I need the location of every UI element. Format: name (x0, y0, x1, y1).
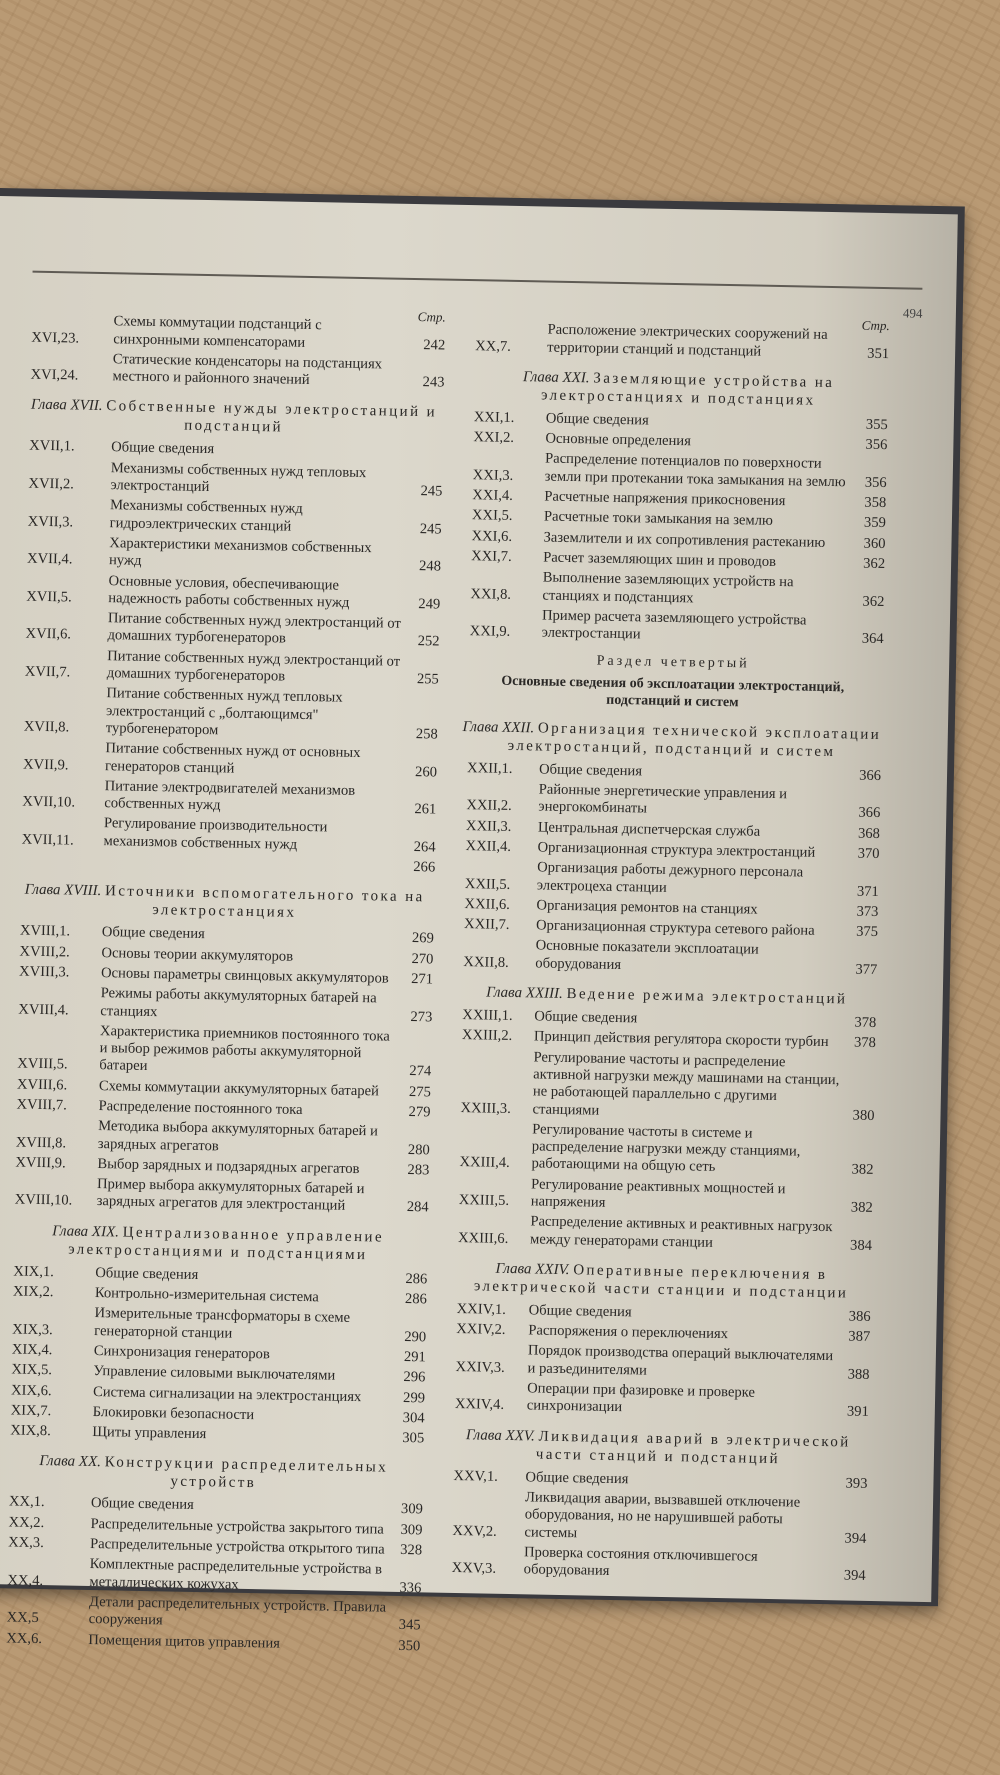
entry-number: XXI,1. (473, 409, 515, 426)
toc-entry (449, 1341, 870, 1384)
toc-entry (446, 1543, 867, 1586)
entry-page: 245 (419, 520, 442, 538)
toc-entry (21, 533, 442, 576)
entry-number: XVII,11. (21, 831, 74, 849)
toc-entry (1, 1555, 422, 1598)
entry-title: Блокировки безопасности (92, 1403, 255, 1423)
entry-number: XXII,3. (465, 817, 512, 835)
entry-page: 366 (858, 767, 882, 784)
chapter-heading (468, 367, 889, 411)
entry-title: Питание собственных нужд электростанций от домашних турбогенераторов (106, 647, 401, 685)
entry-number: XXIII,2. (461, 1027, 513, 1045)
entry-page: 242 (423, 336, 446, 354)
entry-page: 270 (411, 950, 434, 968)
entry-number: XVIII,4. (18, 1001, 69, 1018)
entry-page: 280 (407, 1141, 430, 1159)
entry-title: Механизмы собственных нужд тепловых электростанций (110, 459, 367, 496)
entry-page: 286 (405, 1270, 428, 1288)
entry-page: 258 (415, 726, 438, 743)
toc-entry (17, 739, 438, 782)
chapter-title: Оперативные переключения в электрической части станции и подстанции (473, 1262, 849, 1302)
chapter-title: Заземляющие устройства на электростанциях и подстанциях (540, 370, 835, 409)
entry-page: 378 (854, 1014, 877, 1031)
chapter-label: Глава XVIII. (24, 881, 102, 900)
entry-number: XXV,2. (452, 1522, 497, 1540)
entry-page: 350 (398, 1637, 421, 1654)
entry-title: Общие сведения (534, 1008, 638, 1027)
entry-page: 393 (845, 1475, 868, 1492)
entry-page: 394 (844, 1530, 867, 1547)
entry-page: 370 (857, 845, 880, 862)
entry-page: 248 (418, 558, 442, 575)
toc-entry (20, 571, 441, 614)
toc-left-column (0, 301, 446, 1659)
toc-entry (1, 1592, 422, 1635)
entry-number: XXIII,4. (459, 1154, 510, 1172)
entry-number: XVIII,10. (14, 1191, 73, 1210)
entry-page: 304 (402, 1409, 425, 1427)
toc-entry (454, 1048, 875, 1125)
entry-title: Управление силовыми выключателями (93, 1363, 336, 1384)
entry-title: Основные показатели эксплоатации оборудования (535, 937, 759, 973)
entry-page: 283 (407, 1161, 430, 1179)
entry-number: XVII,1. (29, 438, 75, 455)
entry-title: Выполнение заземляющих устройств на станциях и подстанциях (542, 569, 794, 606)
chapter-heading (14, 881, 435, 925)
toc-entry (24, 349, 445, 392)
entry-title: Пример расчета заземляющего устройства электростанции (541, 607, 807, 643)
entry-page: 249 (418, 595, 441, 613)
entry-page: 394 (843, 1567, 866, 1585)
chapter-title: Централизованное управление электростанциями и подстанциями (67, 1224, 385, 1264)
entry-page: 299 (402, 1389, 426, 1406)
chapter-label: Глава XXI. (522, 368, 590, 387)
toc-entry (453, 1175, 874, 1218)
entry-title (103, 870, 401, 876)
toc-entry (9, 1175, 430, 1218)
toc-entry (16, 776, 437, 819)
entry-number: XX,3. (7, 1534, 44, 1552)
section-block (462, 650, 883, 713)
entry-title: Схемы коммутации подстанций с синхронными компенсаторами (113, 313, 322, 351)
chapter-title: Ликвидация аварий в электрической части станций и подстанций (535, 1428, 851, 1467)
entry-page: 243 (422, 374, 445, 391)
entry-number: XXIV,3. (455, 1358, 505, 1376)
entry-page: 291 (403, 1348, 426, 1366)
entry-title: Общие сведения (90, 1495, 195, 1514)
entry-page: 274 (409, 1063, 432, 1080)
entry-page: 305 (402, 1430, 425, 1447)
entry-title: Основы теории аккумуляторов (101, 944, 294, 965)
entry-number: XX,7. (475, 337, 512, 355)
section-title: Основные сведения об эксплоатации электростанций, подстанций и систем (501, 673, 845, 711)
entry-page: 373 (856, 903, 879, 920)
entry-title: Распределительные устройства закрытого типа (90, 1515, 385, 1538)
entry-number: XXII,1. (466, 759, 513, 777)
entry-page: 362 (863, 555, 886, 573)
entry-page: 252 (417, 633, 440, 650)
entry-page: 290 (404, 1328, 427, 1346)
entry-page: 375 (855, 923, 879, 941)
entry-title: Общие сведения (528, 1302, 632, 1321)
entry-title: Питание собственных нужд электростанций от домашних турбогенераторов (107, 610, 401, 648)
page-number: 494 (902, 305, 923, 321)
entry-number: XXIII,3. (460, 1099, 511, 1117)
entry-page: 362 (862, 593, 885, 610)
entry-title: Механизмы собственных нужд гидроэлектрических станций (109, 497, 303, 535)
entry-number: XVIII,3. (18, 963, 70, 981)
toc-entry (453, 1120, 874, 1180)
entry-title: Характеристики механизмов собственных нужд (108, 535, 372, 570)
section-heading: Раздел четвертый (596, 653, 750, 672)
chapter-heading (23, 396, 444, 440)
entry-page: 380 (852, 1107, 875, 1124)
entry-page: 391 (846, 1403, 869, 1421)
entry-page: 286 (404, 1291, 428, 1308)
toc-entry (459, 858, 880, 901)
entry-page: 388 (847, 1366, 870, 1383)
chapter-label: Глава XXIII. (486, 984, 563, 1002)
entry-number: XVII,2. (28, 475, 75, 493)
entry-page: 345 (398, 1617, 421, 1634)
entry-number: XVII,6. (25, 626, 72, 643)
entry-title: Щиты управления (92, 1424, 207, 1443)
entry-page: 378 (853, 1034, 877, 1052)
toc-entry (25, 312, 446, 355)
entry-page: 382 (850, 1199, 873, 1216)
toc-entry (467, 450, 888, 493)
entry-number: XXIII,1. (462, 1007, 513, 1025)
entry-number: XVII,8. (23, 718, 70, 736)
entry-title: Статические конденсаторы на подстанциях местного и районного значений (112, 351, 383, 389)
toc-entry (464, 568, 885, 611)
entry-number: XVII,7. (24, 663, 71, 681)
chapter-heading (8, 1221, 429, 1265)
entry-number: XXII,4. (465, 837, 512, 855)
entry-number: XVIII,2. (19, 943, 70, 961)
toc-entry (22, 496, 443, 539)
entry-page: 356 (864, 474, 887, 491)
entry-number: XVIII,6. (16, 1076, 68, 1094)
entry-page: 364 (861, 630, 884, 648)
chapter-label: Глава XVII. (30, 397, 103, 415)
chapter-heading (457, 983, 877, 1009)
entry-title: Питание собственных нужд от основных генераторов станций (104, 740, 361, 777)
chapter-title: Ведение режима электростанций (566, 986, 848, 1008)
entry-page: 359 (863, 515, 887, 532)
entry-number: XVII,10. (22, 793, 76, 811)
entry-title: Расчетные напряжения прикосновения (544, 488, 786, 510)
entry-page (409, 463, 443, 464)
entry-title: Организация работы дежурного персонала электроцеха станции (536, 859, 804, 896)
top-rule (33, 271, 923, 290)
entry-number: XXIII,6. (457, 1229, 509, 1247)
entry-number: XX,6. (6, 1629, 43, 1647)
entry-title: Питание электродвигателей механизмов собственных нужд (104, 777, 356, 814)
toc-entry (19, 609, 440, 652)
entry-number: XVII,3. (27, 513, 74, 531)
book-page (0, 196, 958, 1654)
entry-number: XXIV,4. (454, 1396, 505, 1414)
entry-number: XXIII,5. (458, 1191, 510, 1209)
entry-number: XXI,2. (473, 429, 515, 447)
chapter-heading (448, 1425, 869, 1469)
entry-title: Общие сведения (538, 761, 643, 780)
entry-number: XVIII,5. (17, 1055, 68, 1073)
entry-number: XVI,23. (31, 329, 80, 347)
entry-page: 371 (856, 883, 879, 900)
toc-left-list (0, 312, 446, 1655)
entry-page: 366 (858, 804, 881, 822)
entry-number: XVIII,1. (19, 922, 71, 940)
entry-title: Система сигнализации на электростанциях (92, 1383, 362, 1405)
entry-number: XXII,5. (464, 875, 511, 893)
toc-entry (11, 1021, 432, 1081)
entry-page: 260 (414, 763, 438, 781)
entry-number: XX,1. (8, 1493, 45, 1511)
entry-title: Принцип действия регулятора скорости турбин (533, 1028, 829, 1051)
toc-entry (457, 936, 878, 979)
entry-title: Общие сведения (545, 410, 649, 429)
entry-title: Центральная диспетчерская служба (537, 819, 761, 840)
entry-title: Проверка состояния отключившегося оборудования (523, 1544, 758, 1580)
entry-number: XXIV,2. (456, 1321, 506, 1339)
column-header: Стр. (861, 317, 890, 334)
entry-title: Распределение потенциалов по поверхности земли при протекании тока замыкания на землю (544, 450, 846, 491)
entry-title: Распределение активных и реактивных нагрузок между генераторами станции (529, 1213, 833, 1251)
entry-title: Синхронизация генераторов (93, 1342, 270, 1363)
entry-number: XXI,6. (471, 527, 513, 545)
entry-title: Организационная структура электростанций (537, 839, 816, 861)
entry-page: 271 (411, 970, 434, 988)
entry-number: XX,5 (6, 1609, 39, 1627)
entry-title: Комплектные распределительные устройства в металлических кожухах (89, 1556, 383, 1593)
entry-page: 382 (851, 1161, 874, 1179)
toc-entry (6, 1304, 427, 1347)
entry-title: Характеристика приемников постоянного тока и выбор режимов работы аккумуляторной батареи (99, 1022, 391, 1075)
entry-title: Расчетные токи замыкания на землю (543, 508, 774, 530)
entry-number: XIX,3. (12, 1321, 53, 1338)
entry-number: XVII,9. (22, 756, 69, 773)
entry-title: Схемы коммутации аккумуляторных батарей (98, 1077, 380, 1100)
entry-page: 261 (414, 801, 437, 818)
entry-number: XXI,5. (471, 507, 513, 525)
toc-entry (19, 646, 440, 689)
entry-number: XIX,4. (11, 1341, 53, 1359)
chapter-title: Конструкции распределительных устройств (104, 1454, 389, 1492)
entry-title: Питание собственных нужд тепловых электростанций с „болтающимся" турбогенератором (105, 685, 343, 739)
entry-page: 279 (408, 1103, 431, 1121)
entry-number: XXI,4. (472, 487, 514, 504)
entry-title: Расчет заземляющих шин и проводов (543, 549, 777, 570)
entry-title: Регулирование частоты и распределение активной нагрузки между машинами на станции, не работающей параллельно с другими станциями (532, 1049, 840, 1119)
entry-number: XXV,1. (453, 1467, 499, 1485)
entry-title: Общие сведения (525, 1468, 629, 1487)
entry-page: 360 (863, 535, 886, 552)
entry-title: Общие сведения (101, 924, 205, 943)
entry-page: 264 (413, 838, 436, 856)
chapter-label: Глава XIX. (52, 1222, 120, 1241)
entry-title: Основные условия, обеспечивающие надежность работы собственных нужд (108, 572, 350, 611)
chapter-label: Глава XXII. (462, 718, 535, 737)
entry-title: Районные энергетические управления и энергокомбинаты (538, 781, 788, 817)
entry-page: 358 (864, 494, 887, 512)
chapter-heading (461, 718, 882, 762)
chapter-heading (451, 1259, 872, 1303)
entry-title: Основные определения (545, 430, 692, 450)
column-header: Стр. (417, 309, 446, 325)
toc-right-column (446, 309, 890, 1588)
toc-entry (446, 1488, 867, 1548)
entry-page: 384 (849, 1237, 873, 1254)
entry-number: XIX,5. (11, 1361, 53, 1379)
entry-number: XIX,6. (10, 1381, 52, 1399)
toc-entry (464, 606, 885, 649)
entry-number: XXII,2. (466, 797, 512, 815)
entry-page: 273 (410, 1008, 433, 1025)
entry-number: XXII,7. (463, 916, 510, 934)
entry-number: XVI,24. (30, 366, 79, 384)
entry-title: Организационная структура сетевого района (535, 917, 815, 939)
entry-number: XXII,8. (463, 953, 509, 971)
entry-title: Ликвидация аварии, вызвавшей отключение оборудования, но не нарушившей работы системы (524, 1489, 801, 1541)
entry-number: XXIV,1. (456, 1300, 507, 1318)
chapter-label: Глава XXV. (465, 1426, 535, 1445)
entry-page: 269 (411, 930, 434, 947)
toc-entry (449, 1379, 870, 1422)
entry-title: Помещения щитов управления (88, 1631, 281, 1652)
entry-title: Организация ремонтов на станциях (536, 897, 758, 918)
entry-number: XVIII,9. (15, 1154, 66, 1172)
entry-page: 266 (413, 859, 436, 876)
entry-title: Основы параметры свинцовых аккумуляторов (100, 964, 389, 987)
entry-page: 245 (420, 483, 443, 500)
entry-page: 284 (406, 1199, 429, 1216)
entry-page: 275 (408, 1083, 432, 1101)
entry-page: 355 (865, 416, 888, 433)
entry-title: Операции при фазировке и проверке синхронизации (526, 1380, 756, 1416)
toc-entry (15, 814, 436, 857)
entry-title: Измерительные трансформаторы в схеме генераторной станции (94, 1305, 351, 1342)
entry-number: XIX,1. (13, 1263, 55, 1280)
chapter-title: Собственные нужды электростанций и подстанций (106, 398, 438, 436)
toc-entry (12, 984, 433, 1027)
toc-entry (460, 780, 881, 823)
toc-entry (18, 684, 439, 744)
entry-title: Заземлители и их сопротивления растеканию (543, 529, 826, 551)
entry-number (15, 869, 103, 871)
entry-number: XVIII,8. (15, 1134, 67, 1152)
entry-number: XXI,7. (471, 548, 512, 565)
entry-title: Регулирование реактивных мощностей и напряжения (530, 1176, 786, 1211)
entry-title: Расположение электрических сооружений на территории станций и подстанций (547, 321, 828, 360)
toc-entry (22, 458, 443, 501)
entry-number: XVII,5. (26, 588, 72, 606)
chapter-heading (3, 1452, 424, 1496)
entry-title: Выбор зарядных и подзарядных агрегатов (97, 1155, 360, 1177)
entry-page: 377 (855, 961, 878, 978)
entry-title: Порядок производства операций выключателями и разъединителями (527, 1342, 834, 1379)
chapter-title: Организация технической эксплоатации электростанций, подстанций и систем (507, 720, 882, 760)
chapter-label: Глава XX. (39, 1453, 102, 1471)
toc-right-list (446, 320, 890, 1585)
toc-entry (452, 1212, 873, 1255)
entry-number: XXI,8. (470, 585, 512, 603)
entry-page: 351 (867, 345, 890, 362)
toc-entry (469, 320, 890, 363)
chapter-label: Глава XXIV. (495, 1260, 570, 1279)
entry-title: Регулирование производительности механизмов собственных нужд (103, 815, 328, 853)
entry-page: 336 (399, 1579, 422, 1596)
entry-page: 386 (848, 1308, 871, 1325)
entry-page: 296 (403, 1369, 426, 1386)
entry-title: Пример выбора аккумуляторных батарей и зарядных агрегатов для электростанций (96, 1176, 365, 1215)
entry-page: 309 (400, 1501, 424, 1518)
entry-page: 387 (848, 1328, 871, 1346)
entry-number: XXV,3. (451, 1560, 497, 1577)
entry-number: XXI,3. (472, 466, 514, 484)
entry-page: 356 (865, 436, 888, 454)
entry-number: XXII,6. (464, 895, 511, 913)
entry-title: Детали распределительных устройств. Правила сооружения (88, 1593, 387, 1629)
entry-number: XIX,7. (10, 1402, 52, 1420)
entry-title: Методика выбора аккумуляторных батарей и зарядных агрегатов (97, 1118, 379, 1154)
entry-number: XIX,8. (10, 1422, 51, 1440)
entry-page: 368 (857, 825, 881, 842)
entry-page: 309 (400, 1521, 423, 1539)
entry-number: XVII,4. (26, 550, 73, 568)
entry-number: XX,4. (7, 1572, 44, 1589)
entry-title: Режимы работы аккумуляторных батарей на станциях (100, 985, 377, 1020)
entry-title: Общие сведения (95, 1264, 199, 1283)
entry-page: 255 (416, 671, 439, 688)
entry-title: Распределительные устройства открытого типа (89, 1536, 385, 1558)
entry-number: XIX,2. (12, 1283, 54, 1301)
entry-title: Распоряжения о переключениях (528, 1322, 729, 1343)
entry-number: XVIII,7. (16, 1096, 67, 1114)
entry-title: Регулирование частоты в системе и распределение нагрузки между станциями, работающими на общую сеть (531, 1121, 801, 1176)
chapter-title: Источники вспомогательного тока на электростанциях (104, 883, 425, 922)
entry-title: Контрольно-измерительная система (94, 1285, 319, 1306)
entry-number: XXI,9. (469, 623, 511, 641)
entry-number: XX,2. (8, 1514, 45, 1531)
entry-page: 328 (400, 1541, 423, 1559)
entry-title: Общие сведения (111, 439, 215, 458)
entry-title: Распределение постоянного тока (98, 1098, 303, 1118)
toc-entry (10, 1117, 431, 1160)
